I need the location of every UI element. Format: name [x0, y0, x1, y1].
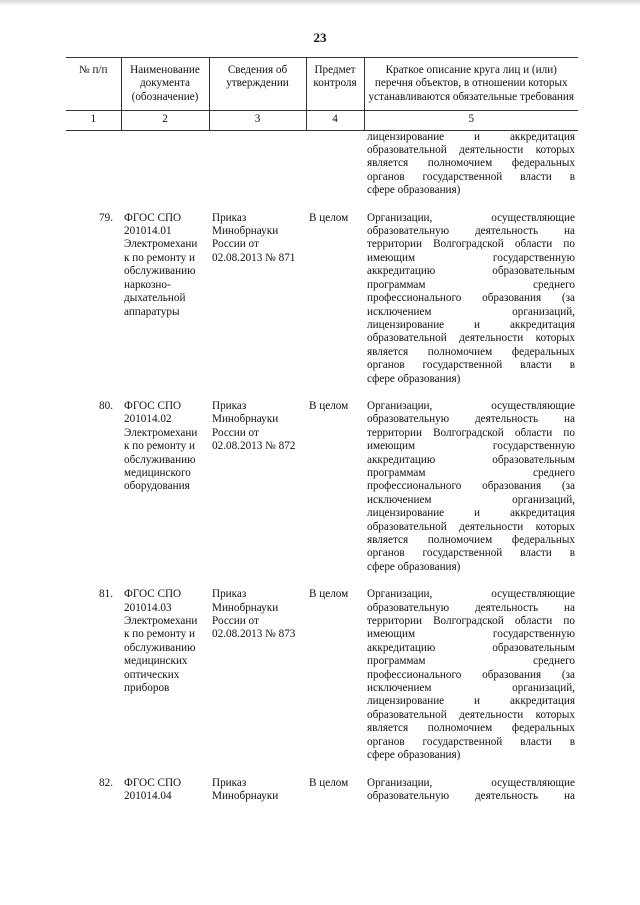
desc-line: образовательной деятельности которых — [367, 144, 575, 157]
name-line: ФГОС СПО — [124, 588, 182, 601]
description — [364, 212, 578, 386]
header-approval: Сведения об утверждении — [209, 58, 306, 111]
name-line: оптических — [124, 668, 180, 681]
header-subject: Предмет контроля — [306, 58, 364, 111]
desc-line: территории Волгоградской области по — [367, 426, 575, 439]
control-subject: В целом — [309, 776, 349, 789]
name-line: дыхательной — [124, 292, 186, 305]
desc-line: сфере образования) — [367, 372, 461, 385]
column-number: 4 — [306, 111, 364, 130]
page-number: 23 — [313, 30, 327, 45]
desc-line: исключением организаций, — [367, 493, 575, 506]
desc-line: имеющим государственную — [367, 251, 575, 264]
desc-line: территории Волгоградской области по — [367, 615, 575, 628]
header-row — [66, 58, 578, 111]
approval-line: 02.08.2013 № 871 — [212, 251, 296, 264]
desc-line: исключением организаций, — [367, 682, 575, 695]
desc-line: аккредитацию образовательным — [367, 453, 575, 466]
desc-line: территории Волгоградской области по — [367, 238, 575, 251]
continuation-description — [364, 130, 578, 198]
approval-line: 02.08.2013 № 872 — [212, 440, 296, 453]
desc-line: образовательную деятельность на — [367, 413, 575, 426]
approval-info — [209, 400, 306, 574]
name-line: ФГОС СПО — [124, 211, 182, 224]
approval-line: России от — [212, 238, 259, 251]
name-line: Электромехани — [124, 426, 198, 439]
name-line: Электромехани — [124, 238, 198, 251]
desc-line: лицензирование и аккредитация — [367, 507, 575, 520]
document-name — [121, 400, 209, 574]
approval-line: Приказ — [212, 588, 247, 601]
approval-info — [209, 777, 306, 804]
desc-line: программам среднего — [367, 278, 575, 291]
desc-line: профессионального образования (за — [367, 480, 575, 493]
approval-line: Минобрнауки — [212, 789, 279, 802]
desc-line: Организации, осуществляющие — [367, 588, 575, 601]
desc-line: Организации, осуществляющие — [367, 399, 575, 412]
desc-line: образовательной деятельности которых — [367, 520, 575, 533]
name-line: медицинских — [124, 655, 188, 668]
approval-line: Минобрнауки — [212, 601, 279, 614]
header-number: № п/п — [66, 58, 121, 111]
row-number: 82. — [99, 776, 113, 789]
approval-line: России от — [212, 426, 259, 439]
name-line: ФГОС СПО — [124, 399, 182, 412]
description — [364, 588, 578, 762]
approval-line: Приказ — [212, 211, 247, 224]
name-line: 201014.02 — [124, 413, 172, 426]
desc-line: имеющим государственную — [367, 628, 575, 641]
desc-line: сфере образования) — [367, 184, 461, 197]
row-number: 80. — [99, 399, 113, 412]
desc-line: Организации, осуществляющие — [367, 211, 575, 224]
approval-line: России от — [212, 615, 259, 628]
desc-line: программам среднего — [367, 466, 575, 479]
control-subject: В целом — [309, 399, 349, 412]
row-number: 79. — [99, 211, 113, 224]
table-row — [66, 588, 578, 762]
name-line: оборудования — [124, 480, 190, 493]
name-line: к по ремонту и — [124, 251, 195, 264]
desc-line: профессионального образования (за — [367, 292, 575, 305]
approval-line: Приказ — [212, 776, 247, 789]
control-subject: В целом — [309, 211, 349, 224]
approval-line: 02.08.2013 № 873 — [212, 628, 296, 641]
desc-line: Организации, осуществляющие — [367, 776, 575, 789]
name-line: 201014.04 — [124, 789, 172, 802]
desc-line: является полномочием федеральных — [367, 722, 575, 735]
name-line: 201014.01 — [124, 225, 172, 238]
column-number: 1 — [66, 111, 121, 130]
desc-line: сфере образования) — [367, 560, 461, 573]
desc-line: лицензирование и аккредитация — [367, 130, 575, 143]
requirements-table — [66, 57, 578, 803]
scan-shadow — [0, 0, 640, 6]
column-number: 2 — [121, 111, 209, 130]
approval-line: Минобрнауки — [212, 413, 279, 426]
row-spacer — [66, 386, 578, 400]
header-description: Краткое описание круга лиц и (или) перечня объектов, в отношении которых устанавливаются обязательные требования — [364, 58, 578, 111]
desc-line: образовательной деятельности которых — [367, 708, 575, 721]
name-line: наркозно- — [124, 278, 171, 291]
desc-line: профессионального образования (за — [367, 668, 575, 681]
approval-line: Приказ — [212, 399, 247, 412]
desc-line: лицензирование и аккредитация — [367, 695, 575, 708]
document-name — [121, 212, 209, 386]
row-number: 81. — [99, 588, 113, 601]
desc-line: органов государственной власти в — [367, 547, 575, 560]
desc-line: образовательной деятельности которых — [367, 332, 575, 345]
approval-info — [209, 212, 306, 386]
desc-line: является полномочием федеральных — [367, 157, 575, 170]
name-line: приборов — [124, 682, 170, 695]
table-row — [66, 212, 578, 386]
desc-line: аккредитацию образовательным — [367, 641, 575, 654]
desc-line: программам среднего — [367, 655, 575, 668]
desc-line: сфере образования) — [367, 749, 461, 762]
name-line: к по ремонту и — [124, 628, 195, 641]
desc-line: образовательную деятельность на — [367, 601, 575, 614]
desc-line: образовательную деятельность на — [367, 789, 575, 802]
table-row — [66, 777, 578, 804]
desc-line: является полномочием федеральных — [367, 345, 575, 358]
name-line: 201014.03 — [124, 601, 172, 614]
control-subject: В целом — [309, 588, 349, 601]
name-line: к по ремонту и — [124, 440, 195, 453]
row-spacer — [66, 574, 578, 588]
name-line: обслуживанию — [124, 453, 196, 466]
description — [364, 777, 578, 804]
approval-line: Минобрнауки — [212, 225, 279, 238]
desc-line: является полномочием федеральных — [367, 534, 575, 546]
column-numbers-row — [66, 111, 578, 130]
desc-line: аккредитацию образовательным — [367, 265, 575, 278]
column-number: 3 — [209, 111, 306, 130]
table-row — [66, 400, 578, 574]
document-name — [121, 588, 209, 762]
name-line: обслуживанию — [124, 641, 196, 654]
description — [364, 400, 578, 574]
name-line: медицинского — [124, 466, 191, 479]
desc-line: органов государственной власти в — [367, 170, 575, 183]
desc-line: исключением организаций, — [367, 305, 575, 318]
name-line: ФГОС СПО — [124, 776, 182, 789]
approval-info — [209, 588, 306, 762]
header-document-name: Наименование документа (обозначение) — [121, 58, 209, 111]
continuation-row — [66, 130, 578, 198]
desc-line: органов государственной власти в — [367, 735, 575, 748]
name-line: обслуживанию — [124, 265, 196, 278]
desc-line: лицензирование и аккредитация — [367, 318, 575, 331]
desc-line: органов государственной власти в — [367, 359, 575, 372]
document-name — [121, 777, 209, 804]
name-line: аппаратуры — [124, 305, 180, 318]
column-number: 5 — [364, 111, 578, 130]
row-spacer — [66, 763, 578, 777]
desc-line: образовательную деятельность на — [367, 225, 575, 238]
name-line: Электромехани — [124, 615, 198, 628]
desc-line: имеющим государственную — [367, 440, 575, 453]
row-spacer — [66, 198, 578, 212]
